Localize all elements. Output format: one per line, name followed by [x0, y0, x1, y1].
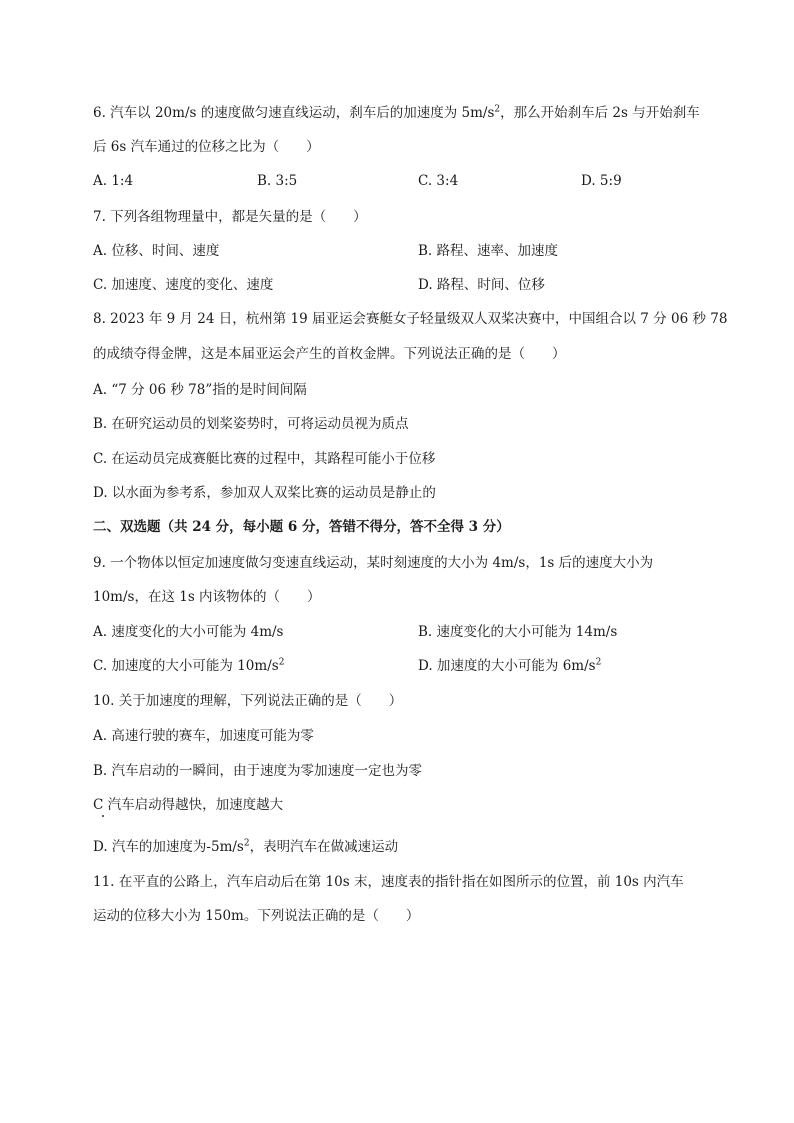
- q6-stem-line2: 后 6s 汽车通过的位移之比为（ ）: [93, 139, 320, 155]
- q10-option-b: B. 汽车启动的一瞬间，由于速度为零加速度一定也为零: [93, 763, 423, 779]
- q6-option-a: A. 1:4: [93, 173, 134, 189]
- q9-option-c-superscript: 2: [278, 657, 285, 668]
- q6-option-c: C. 3:4: [418, 173, 459, 189]
- q9-option-d: [418, 657, 601, 675]
- q8-option-b: B. 在研究运动员的划桨姿势时，可将运动员视为质点: [93, 416, 409, 432]
- q6-stem-line1: [93, 104, 700, 122]
- q10-option-d-superscript: 2: [243, 838, 250, 849]
- q6-text-a: 6. 汽车以 20m/s 的速度做匀速直线运动，刹车后的加速度为 5m/s: [93, 105, 495, 121]
- q8-stem-line1: 8. 2023 年 9 月 24 日，杭州第 19 届亚运会赛艇女子轻量级双人双桨决赛中，中国组合以 7 分 06 秒 78: [93, 311, 728, 327]
- q6-superscript: 2: [494, 104, 501, 115]
- q10-option-d: [93, 838, 398, 856]
- q10-option-d-text-a: D. 汽车的加速度为-5m/s: [93, 839, 244, 855]
- q10-option-d-text-b: ，表明汽车在做减速运动: [249, 839, 399, 855]
- q7-option-c: C. 加速度、速度的变化、速度: [93, 277, 274, 293]
- q8-option-a: A. “7 分 06 秒 78”指的是时间间隔: [93, 382, 307, 398]
- q9-option-c-text: C. 加速度的大小可能为 10m/s: [93, 658, 279, 674]
- q11-stem-line2: 运动的位移大小为 150m。下列说法正确的是（ ）: [93, 908, 420, 924]
- q10-option-a: A. 高速行驶的赛车，加速度可能为零: [93, 728, 314, 744]
- q9-option-a: A. 速度变化的大小可能为 4m/s: [93, 624, 284, 640]
- q9-option-b: B. 速度变化的大小可能为 14m/s: [418, 624, 618, 640]
- q10-stem: 10. 关于加速度的理解，下列说法正确的是（ ）: [93, 693, 403, 709]
- q9-option-d-superscript: 2: [595, 657, 602, 668]
- q11-stem-line1: 11. 在平直的公路上，汽车启动后在第 10s 末，速度表的指针指在如图所示的位置，前 10s 内汽车: [93, 874, 684, 890]
- stray-dot-mark: [102, 815, 104, 817]
- q7-option-b: B. 路程、速率、加速度: [418, 243, 559, 259]
- q9-option-d-text: D. 加速度的大小可能为 6m/s: [418, 658, 596, 674]
- q8-option-d: D. 以水面为参考系，参加双人双桨比赛的运动员是静止的: [93, 485, 436, 501]
- q7-option-d: D. 路程、时间、位移: [418, 277, 545, 293]
- q6-option-d: D. 5:9: [581, 173, 622, 189]
- q9-option-c: [93, 657, 284, 675]
- q7-stem: 7. 下列各组物理量中，都是矢量的是（ ）: [93, 209, 367, 225]
- q7-option-a: A. 位移、时间、速度: [93, 243, 220, 259]
- q8-stem-line2: 的成绩夺得金牌，这是本届亚运会产生的首枚金牌。下列说法正确的是（ ）: [93, 346, 566, 362]
- q8-option-c: C. 在运动员完成赛艇比赛的过程中，其路程可能小于位移: [93, 451, 436, 467]
- section2-heading: 二、双选题（共 24 分，每小题 6 分，答错不得分，答不全得 3 分）: [93, 519, 510, 535]
- q6-option-b: B. 3:5: [257, 173, 298, 189]
- q9-stem-line1: 9. 一个物体以恒定加速度做匀变速直线运动，某时刻速度的大小为 4m/s，1s 后的速度大小为: [93, 555, 654, 571]
- q6-text-b: ，那么开始刹车后 2s 与开始刹车: [500, 105, 700, 121]
- q10-option-c: C 汽车启动得越快，加速度越大: [93, 797, 284, 813]
- q9-stem-line2: 10m/s，在这 1s 内该物体的（ ）: [93, 589, 321, 605]
